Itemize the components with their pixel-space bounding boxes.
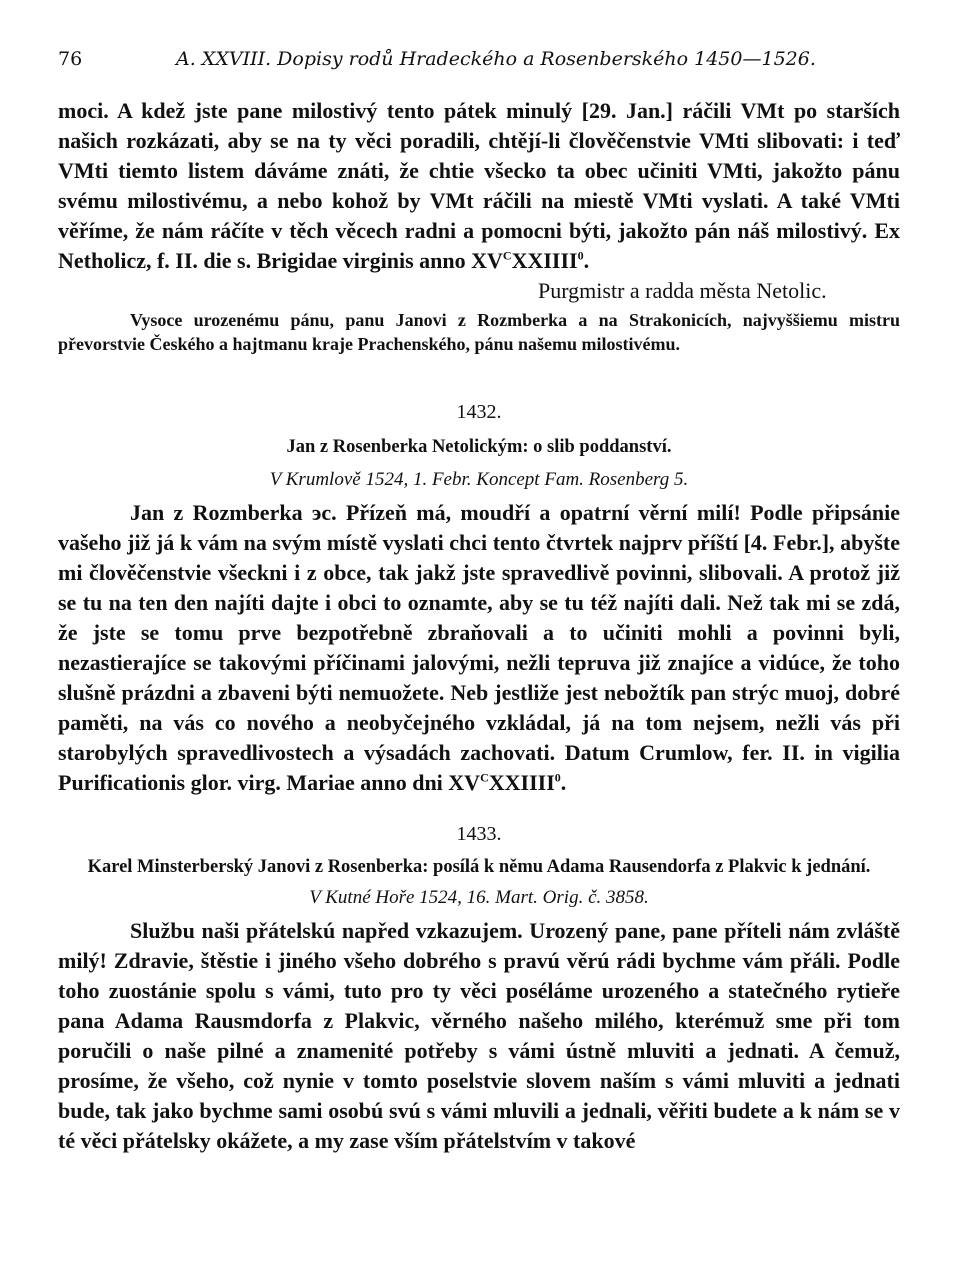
letter-summary-1432: Jan z Rosenberka Netolickým: o slib poddanství. xyxy=(286,437,672,457)
letter-number-1432: 1432. xyxy=(456,401,502,423)
page-content xyxy=(58,96,900,1156)
letter-signature: Purgmistr a radda města Netolic. xyxy=(538,278,827,303)
letter-text-1432: Jan z Rozmberka эc. Přízeň má, moudří a opatrní věrní milí! Podle připsánie vašeho již já k vám na svým místě vyslati chci tento čtvrtek najprv příští [4. Febr.], abyšte mi člověčenstvie všeckni i z obce, tak jakž jste spravedlivě povinni, slibovali. A protož již se tu na ten den najíti dajte i obci to oznamte, aby se tu též najíti dali. Než tak mi se zdá, že jste se tomu prve bezpotřebně zbraňovali a to učiniti mohli a povinni byli, nezastierajíce se takovými příčinami jalovými, nežli tepruva již znajíce a vidúce, že toho slušně prázdni a zbaveni býti nemuožete. Neb jestliže jest nebožtík pan strýc muoj, dobré paměti, na vás co nového a neobyčejného vzkládal, já na tom nejsem, nežli vás při starobylých spravedlivostech a výsadách zachovati. Datum Crumlow, fer. II. in vigilia Purificationis glor. virg. Mariae anno dni $XV^CXXIIII^0$. xyxy=(58,500,900,795)
page-header xyxy=(58,48,900,78)
page-number: 76 xyxy=(58,48,83,70)
letter-meta-1432: V Krumlově 1524, 1. Febr. Koncept Fam. Rosenberg 5. xyxy=(269,469,689,490)
letter-meta-1433: V Kutné Hoře 1524, 16. Mart. Orig. č. 3858. xyxy=(309,887,649,908)
letter-text-1433: Službu naši přátelskú napřed vzkazujem. Urozený pane, pane příteli nám zvláště milý! Zdravie, štěstie i jiného všeho dobrého s pravú věrú rádi bychme vám přáli. Podle toho zuostánie spolu s vámi, tuto pro ty věci poséláme urozeného a statečného rytieře pana Adama Rausmdorfa z Plakvic, věrného našeho milého, kterémuž sme při tom poručili o naše pilné a znamenité potřeby s vámi ústně mluviti a jednati. A čemuž, prosíme, že všeho, což nynie v tomto poselstvie slovem naším s vámi mluviti a jednati bude, tak jako bychme sami osobú svú s vámi mluvili a jednali, věřiti budete a k nám se v té věci přátelsky okážete, a my zase vším přátelstvím v takové xyxy=(58,918,900,1153)
letter-summary-1433: Karel Minsterberský Janovi z Rosenberka: posílá k němu Adama Rausendorfa z Plakvic k jednání. xyxy=(87,857,871,877)
running-title: A. XXVIII. Dopisy rodů Hradeckého a Rosenberského 1450—1526. xyxy=(176,48,816,70)
letter-continuation-text: moci. A kdež jste pane milostivý tento pátek minulý [29. Jan.] ráčili VMt po starších našich rozkázati, aby se na ty věci poradili, chtějí-li člověčenstvie VMti slibovati: i teď VMti tiemto listem dáváme znáti, že chtie všecko ta obec učiniti VMti, jakožto pánu svému milostivému, a nebo kohož by VMt ráčili na miestě VMti vyslati. A také VMti věříme, že nám ráčíte v těch věcech radni a pomocni býti, jakožto pán náš milostivý. Ex Netholicz, f. II. die s. Brigidae virginis anno $XV^CXXIIII^0$. xyxy=(58,98,900,273)
letter-address: Vysoce urozenému pánu, panu Janovi z Rozmberka a na Strakonicích, najvyššiemu mistru převorstvie Českého a hajtmanu kraje Prachenského, pánu našemu milostivému. xyxy=(58,310,900,354)
letter-number-1433: 1433. xyxy=(456,823,502,845)
